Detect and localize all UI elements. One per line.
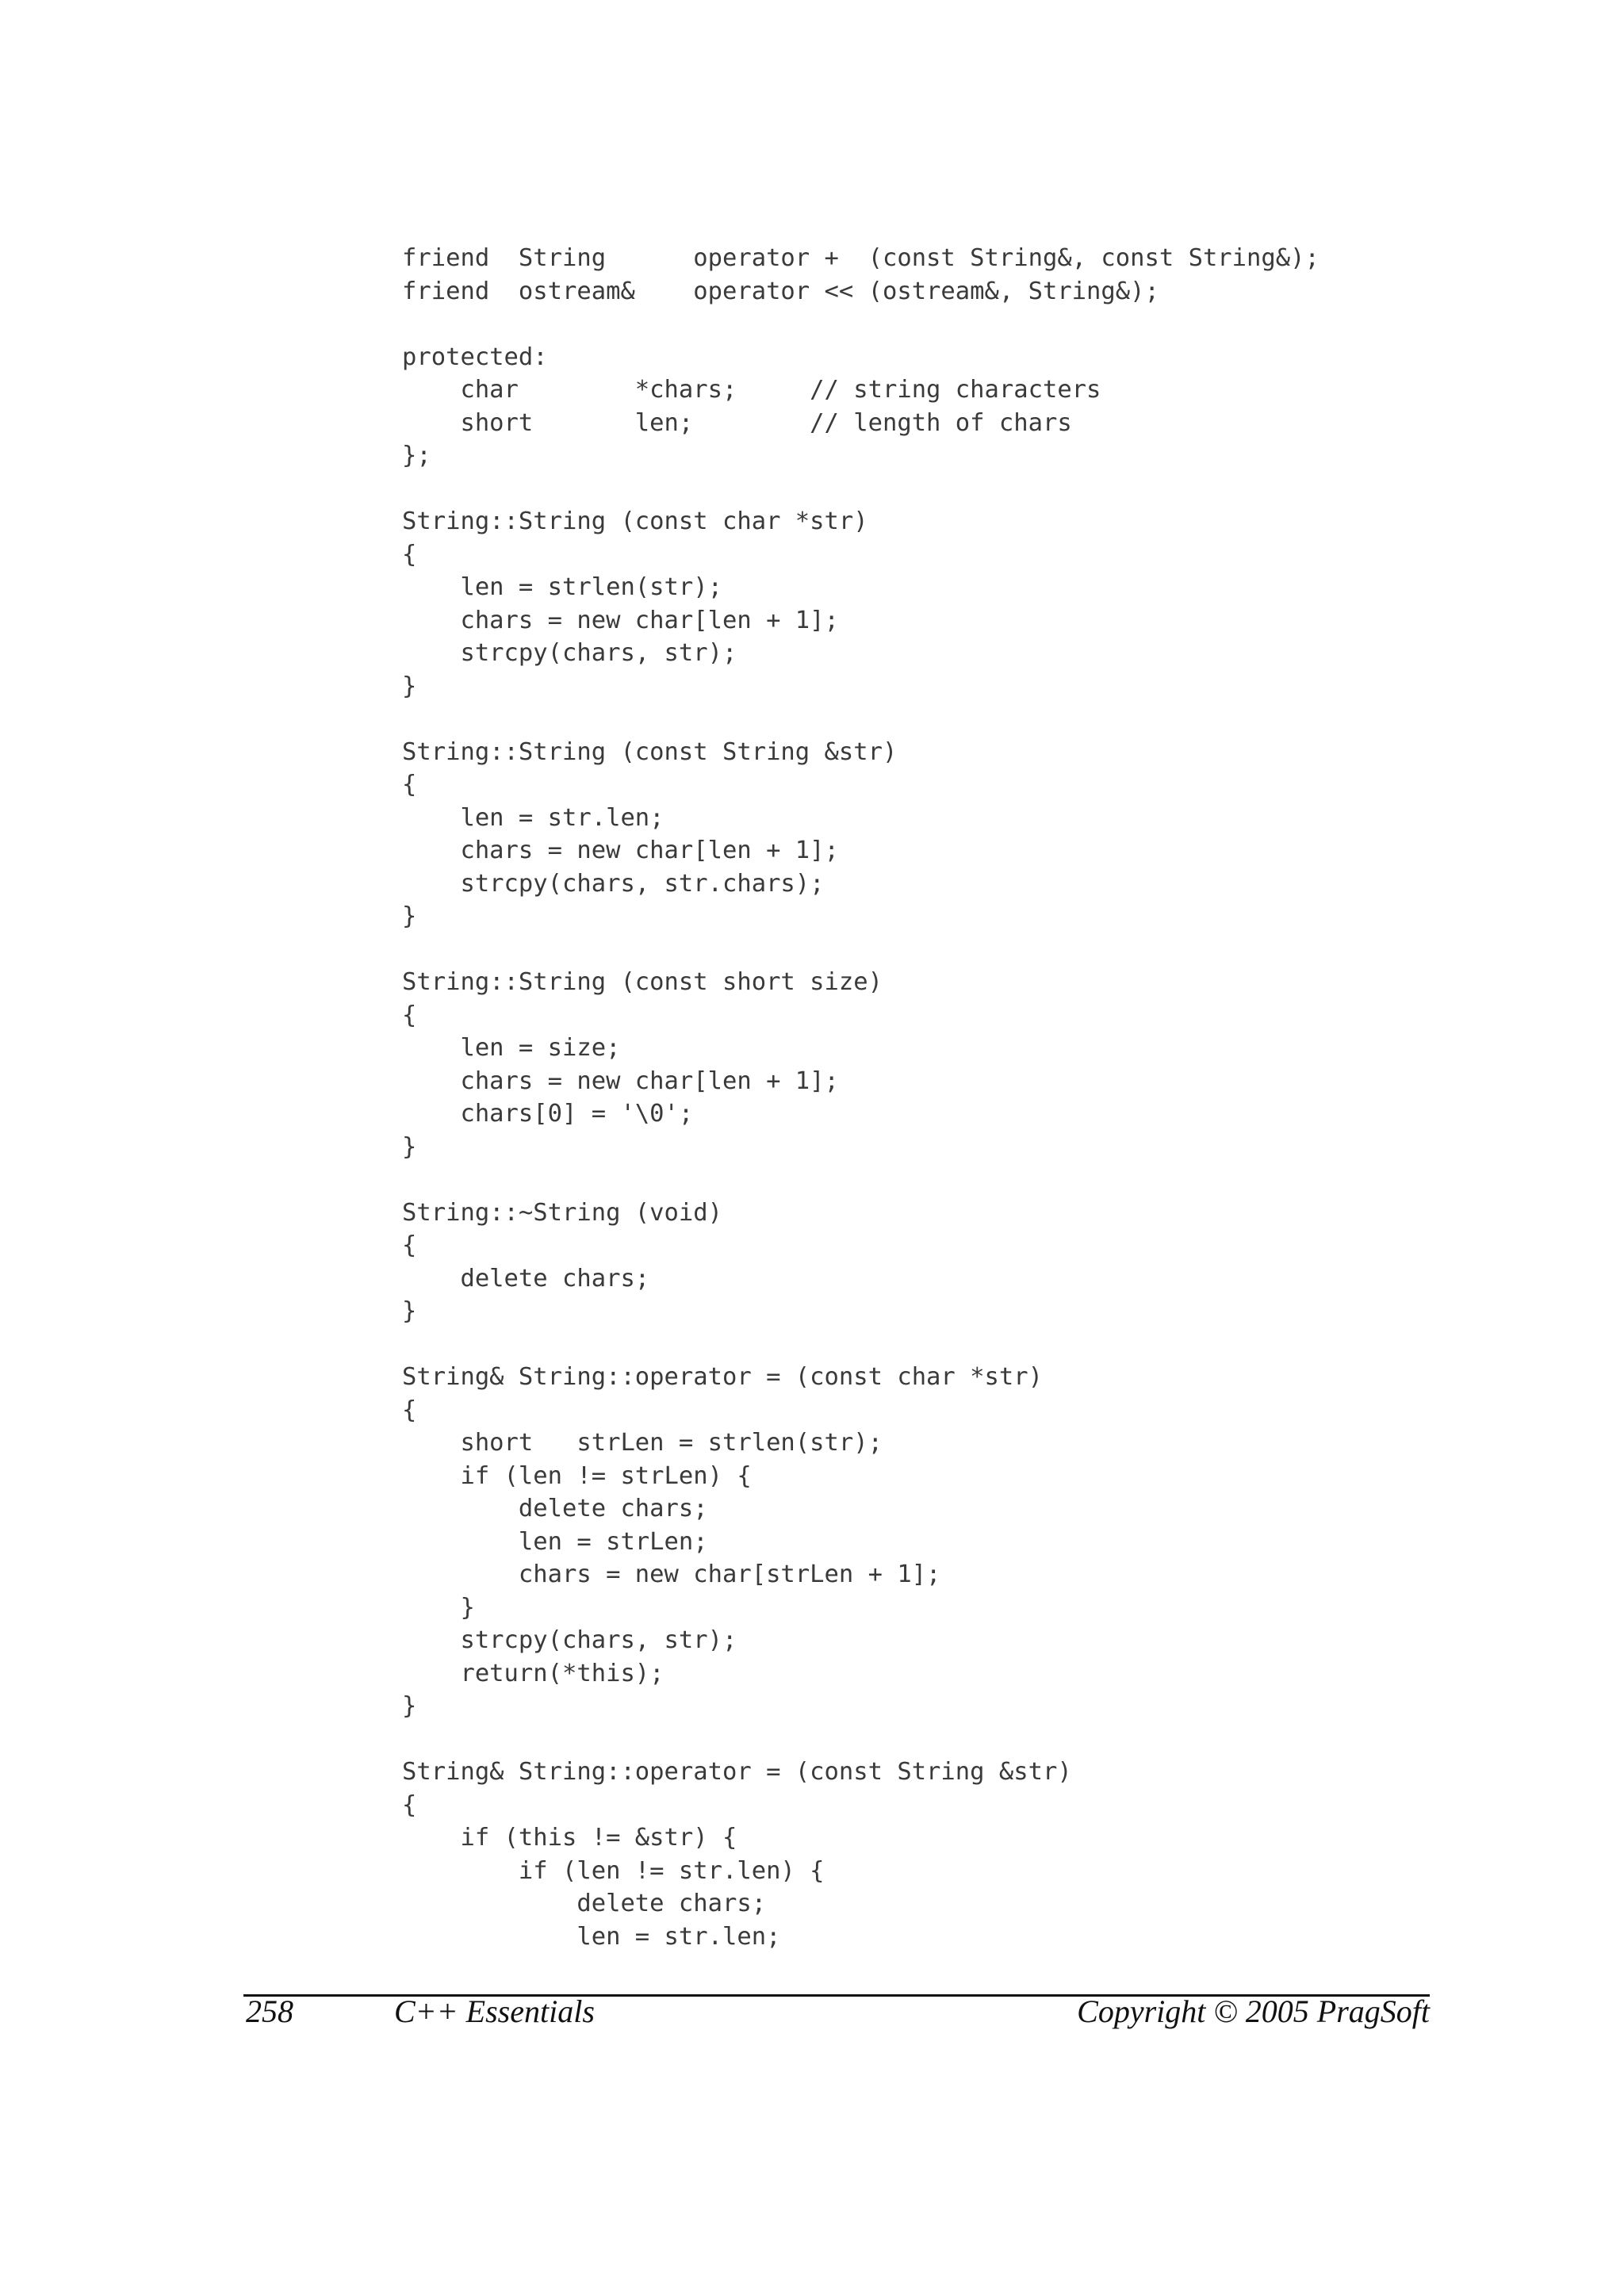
code-line: String& String::operator = (const char *str)	[402, 1363, 1043, 1391]
code-line: len = strLen;	[402, 1527, 708, 1556]
code-line: {	[402, 1790, 417, 1819]
code-line: }	[402, 902, 417, 930]
code-line: String::String (const short size)	[402, 968, 883, 996]
code-line: if (len != strLen) {	[402, 1461, 752, 1490]
code-line: return(*this);	[402, 1659, 665, 1687]
code-line: short len; // length of chars	[402, 408, 1072, 437]
code-line: char *chars; // string characters	[402, 376, 1101, 404]
code-line: chars = new char[len + 1];	[402, 1067, 839, 1095]
code-line: String::~String (void)	[402, 1198, 722, 1227]
code-line: String& String::operator = (const String &str)	[402, 1758, 1072, 1786]
code-line: strcpy(chars, str);	[402, 1626, 737, 1654]
code-listing	[402, 242, 1320, 1953]
code-line	[402, 1723, 1320, 1756]
book-title: C++ Essentials	[394, 1993, 595, 2029]
code-line: }	[402, 1297, 417, 1325]
code-line: }	[402, 1132, 417, 1161]
code-line: }	[402, 672, 417, 700]
code-line: }	[402, 1692, 417, 1720]
code-line	[402, 933, 1320, 967]
code-line: delete chars;	[402, 1264, 650, 1293]
code-line: friend ostream& operator << (ostream&, String&);	[402, 277, 1159, 305]
code-line: if (len != str.len) {	[402, 1856, 825, 1885]
code-line: strcpy(chars, str.chars);	[402, 869, 825, 898]
code-line: {	[402, 1231, 417, 1259]
code-line: protected:	[402, 343, 548, 371]
code-line: {	[402, 1396, 417, 1424]
code-line: chars = new char[strLen + 1];	[402, 1561, 941, 1588]
code-line	[402, 308, 1320, 341]
code-line: String::String (const char *str)	[402, 507, 868, 535]
code-line: if (this != &str) {	[402, 1824, 737, 1852]
code-line: };	[402, 442, 431, 469]
code-line: len = size;	[402, 1034, 621, 1062]
code-line: len = str.len;	[402, 803, 665, 832]
code-line	[402, 1328, 1320, 1361]
code-line: }	[402, 1593, 475, 1622]
code-line: short strLen = strlen(str);	[402, 1429, 883, 1457]
code-line: chars = new char[len + 1];	[402, 837, 839, 864]
code-line: {	[402, 540, 417, 569]
code-line: friend String operator + (const String&, const String&);	[402, 244, 1320, 272]
page-number: 258	[246, 1993, 293, 2029]
code-line: String::String (const String &str)	[402, 737, 898, 766]
copyright-notice: Copyright © 2005 PragSoft	[1077, 1993, 1430, 2029]
code-line: chars[0] = '\0';	[402, 1100, 694, 1128]
code-line: chars = new char[len + 1];	[402, 606, 839, 634]
code-line	[402, 703, 1320, 736]
code-line: delete chars;	[402, 1890, 767, 1917]
code-line: len = str.len;	[402, 1922, 781, 1951]
code-line	[402, 473, 1320, 506]
code-line: {	[402, 771, 417, 798]
code-line: delete chars;	[402, 1495, 708, 1522]
code-line: strcpy(chars, str);	[402, 639, 737, 667]
code-line: {	[402, 1001, 417, 1029]
code-line	[402, 1163, 1320, 1197]
code-line: len = strlen(str);	[402, 573, 722, 601]
